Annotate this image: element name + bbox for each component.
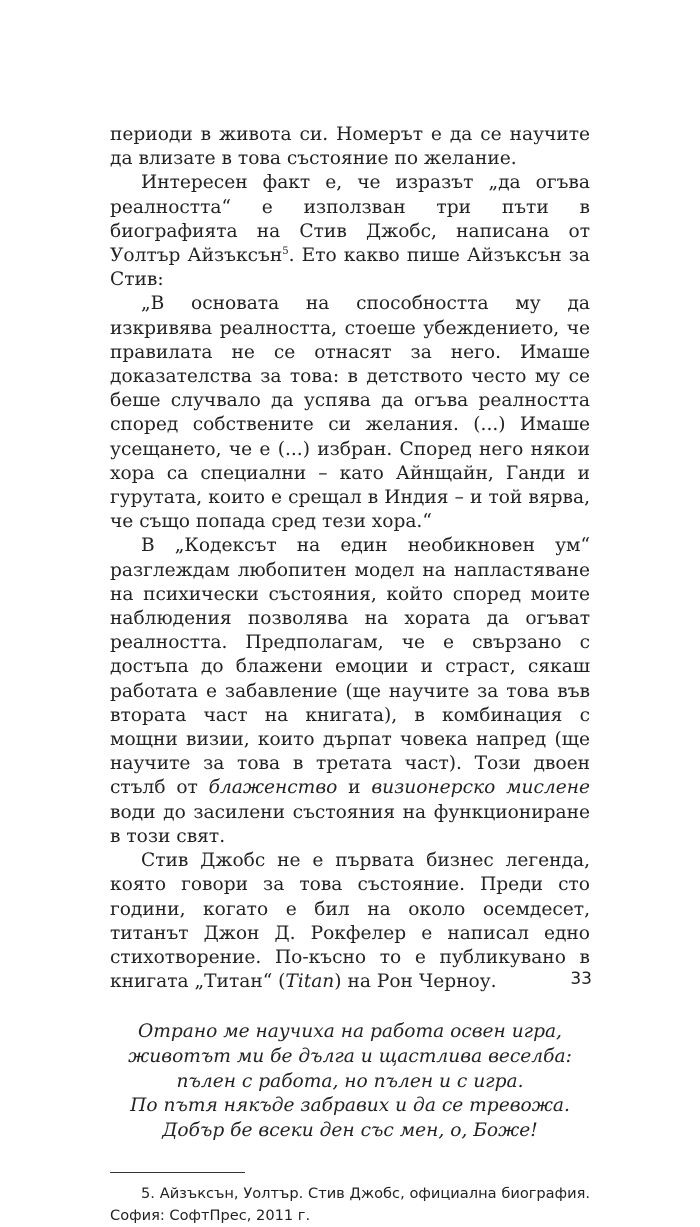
emphasis-bliss: блаженство: [208, 777, 338, 799]
paragraph-text: ) на Рон Черноу.: [334, 971, 497, 993]
footnote-text: 5. Айзъксън, Уолтър. Стив Джобс, официална биография. София: СофтПрес, 2011 г.: [110, 1185, 590, 1225]
paragraph-text: Интересен факт е, че изразът „да огъва реалността“ е използван три пъти в биографията на Стив Джобс, написана от Уолтър Айзъксън: [110, 172, 590, 267]
footnote: [110, 1183, 590, 1227]
paragraph-text: . Ето какво пише Айзъксън за Стив:: [110, 245, 590, 291]
poem: [110, 1020, 590, 1143]
emphasis-titan: Titan: [285, 971, 335, 993]
paragraph-isaacson-quote: „В основата на способността му да изкривява реалността, стоеше убеждението, че правилата не се отнасят за него. Имаше доказателства за това: в детството често му се беше случвало да успява да огъва реалността според собствените си желания. (...) Имаше усещането, че е (...) избран. Според него някои хора са специални – като Айнщайн, Ганди и гурутата, които е срещал в Индия – и той вярва, че също попада сред тези хора.“: [110, 293, 590, 533]
paragraph-text: и: [337, 777, 372, 799]
footnote-reference: 5: [282, 245, 289, 257]
poem-line: Добър бе всеки ден със мен, о, Боже!: [162, 1119, 538, 1141]
paragraph-continuation: периоди в живота си. Номерът е да се научите да влизате в това състояние по желание.: [110, 124, 590, 170]
paragraph-codex: [110, 534, 590, 849]
page-number: 33: [570, 969, 592, 989]
footnote-divider: [110, 1172, 245, 1173]
paragraph-text: Стив Джобс не е първата бизнес легенда, която говори за това състояние. Преди сто години, когато е бил на около осемдесет, титанът Джон Д. Рокфелер е написал едно стихотворение. По-късно то е публикувано в книгата „Титан“ (: [110, 850, 590, 993]
poem-line: животът ми бе дълга и щастлива веселба:: [128, 1045, 572, 1067]
paragraph-jobs-biography: [110, 171, 590, 292]
emphasis-visionary-thinking: визионерско мислене: [371, 777, 590, 799]
poem-line: По пътя някъде забравих и да се тревожа.: [130, 1095, 570, 1117]
poem-line: Отрано ме научиха на работа освен игра,: [138, 1021, 562, 1043]
paragraph-text: В „Кодексът на един необикновен ум“ разглеждам любопитен модел на напластяване на психически състояния, който според моите наблюдения позволява на хората да огъват реалността. Предполагам, че е свързано с достъпа до блажени емоции и страст, сякаш работата е забавление (ще научите за това във втората част на книгата), в комбинация с мощни визии, които дърпат човека напред (ще научите за това в третата част). Този двоен стълб от: [110, 535, 590, 799]
paragraph-rockefeller: [110, 849, 590, 994]
poem-line: пълен с работа, но пълен и с игра.: [176, 1070, 524, 1092]
paragraph-text: води до засилени състояния на функциониране в този свят.: [110, 801, 590, 847]
page-body: [110, 123, 590, 1227]
